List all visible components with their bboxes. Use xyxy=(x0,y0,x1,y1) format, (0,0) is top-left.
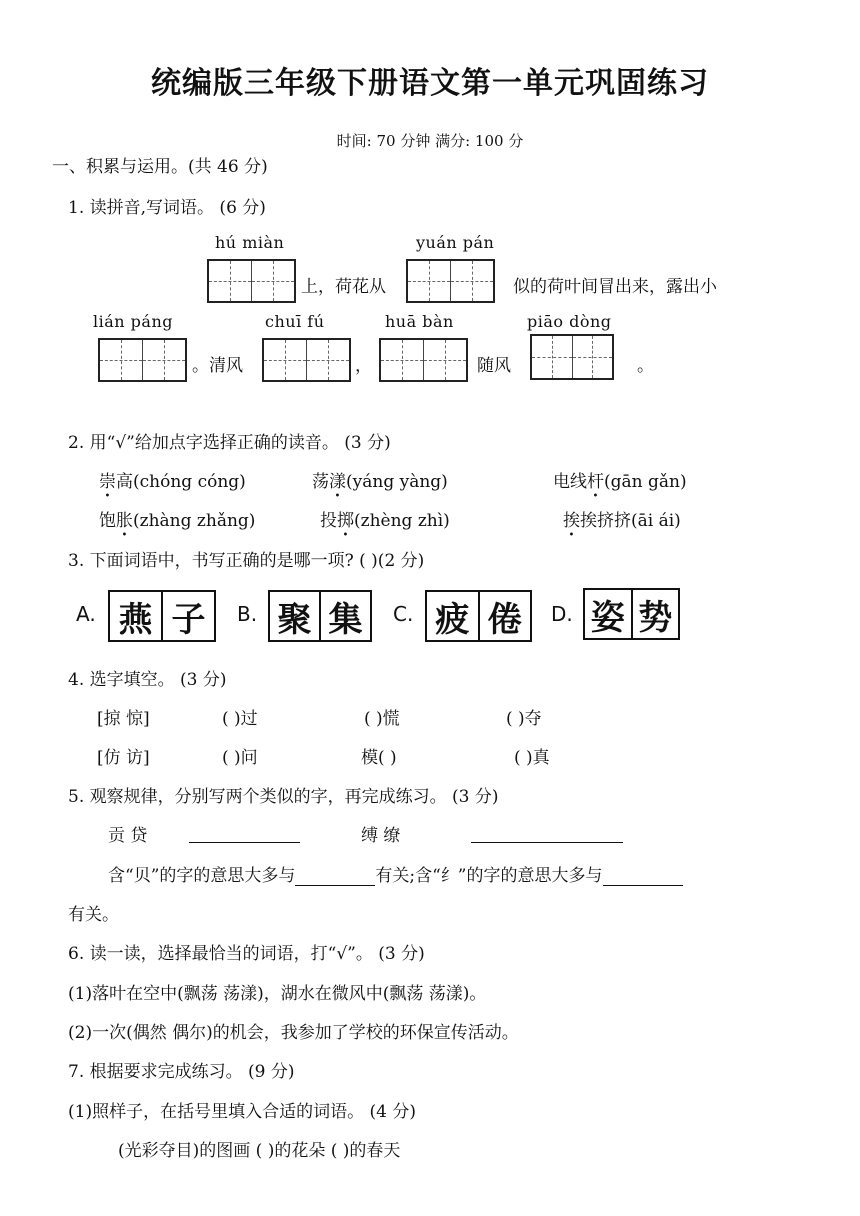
reading-item[interactable]: 电线杆(gān gǎn) xyxy=(553,472,687,492)
char-choice: [掠 惊] xyxy=(97,709,150,729)
answer-box-3[interactable] xyxy=(98,338,187,382)
reading-item[interactable]: 饱胀(zhàng zhǎng) xyxy=(99,511,256,531)
pinyin-2: yuán pán xyxy=(416,233,495,252)
pinyin-4: chuī fú xyxy=(265,312,325,331)
exam-info: 时间: 70 分钟 满分: 100 分 xyxy=(336,132,524,150)
answer-box-1[interactable] xyxy=(207,259,296,303)
question-5-text: 含“贝”的字的意思大多与 有关;含“纟”的字的意思大多与 xyxy=(108,861,683,886)
passage-text: 。清风 xyxy=(192,356,243,376)
pinyin-6: piāo dòng xyxy=(527,312,612,331)
option-d[interactable]: 姿 势 xyxy=(583,588,680,640)
option-c[interactable]: 疲 倦 xyxy=(425,590,532,642)
option-a-label: A. xyxy=(76,602,96,626)
answer-line[interactable] xyxy=(189,824,300,843)
option-b[interactable]: 聚 集 xyxy=(268,590,372,642)
reading-item[interactable]: 投掷(zhèng zhì) xyxy=(320,511,450,531)
pinyin-5: huā bàn xyxy=(385,312,454,331)
passage-text: 上，荷花从 xyxy=(301,277,386,297)
question-6-sentence[interactable]: (1)落叶在空中(飘荡 荡漾)，湖水在微风中(飘荡 荡漾)。 xyxy=(68,984,487,1004)
char-group: 缚 缭 xyxy=(361,826,401,846)
question-7-heading: 7. 根据要求完成练习。 (9 分) xyxy=(68,1062,295,1082)
question-6-heading: 6. 读一读，选择最恰当的词语，打“√”。 (3 分) xyxy=(68,944,425,964)
question-3-heading: 3. 下面词语中，书写正确的是哪一项? ( )(2 分) xyxy=(68,551,425,571)
char-group: 贡 贷 xyxy=(108,826,148,846)
fill-blank[interactable]: ( )夺 xyxy=(506,709,542,729)
question-6-sentence[interactable]: (2)一次(偶然 偶尔)的机会，我参加了学校的环保宣传活动。 xyxy=(68,1023,519,1043)
char-choice: [仿 访] xyxy=(97,748,150,768)
reading-item[interactable]: 崇高(chóng cóng) xyxy=(99,472,246,492)
answer-line[interactable] xyxy=(295,867,375,886)
option-c-label: C. xyxy=(393,602,414,626)
reading-item[interactable]: 挨挨挤挤(āi ái) xyxy=(563,511,681,531)
fill-blank[interactable]: ( )真 xyxy=(514,748,550,768)
section-heading: 一、积累与运用。(共 46 分) xyxy=(52,157,268,177)
question-2-heading: 2. 用“√”给加点字选择正确的读音。 (3 分) xyxy=(68,433,391,453)
fill-blank[interactable]: 模( ) xyxy=(361,748,397,768)
pinyin-1: hú miàn xyxy=(215,233,285,252)
passage-text: ， xyxy=(355,356,372,376)
fill-blank[interactable]: ( )慌 xyxy=(364,709,400,729)
question-5-text: 有关。 xyxy=(68,905,119,925)
answer-box-2[interactable] xyxy=(406,259,495,303)
option-d-label: D. xyxy=(551,602,573,626)
answer-line[interactable] xyxy=(471,824,623,843)
question-7-fill[interactable]: (光彩夺目)的图画 ( )的花朵 ( )的春天 xyxy=(118,1141,401,1161)
question-1-heading: 1. 读拼音,写词语。 (6 分) xyxy=(68,198,266,218)
passage-text: 似的荷叶间冒出来，露出小 xyxy=(513,277,717,297)
answer-line[interactable] xyxy=(603,867,683,886)
question-7-subheading: (1)照样子，在括号里填入合适的词语。 (4 分) xyxy=(68,1102,416,1122)
pinyin-3: lián páng xyxy=(93,312,173,331)
page-title: 统编版三年级下册语文第一单元巩固练习 xyxy=(151,66,709,101)
fill-blank[interactable]: ( )过 xyxy=(222,709,258,729)
option-a[interactable]: 燕 子 xyxy=(108,590,216,642)
fill-blank[interactable]: ( )问 xyxy=(222,748,258,768)
answer-box-5[interactable] xyxy=(379,338,468,382)
answer-box-6[interactable] xyxy=(530,334,614,380)
question-4-heading: 4. 选字填空。 (3 分) xyxy=(68,670,227,690)
question-5-heading: 5. 观察规律，分别写两个类似的字，再完成练习。 (3 分) xyxy=(68,787,499,807)
reading-item[interactable]: 荡漾(yáng yàng) xyxy=(312,472,448,492)
passage-text: 随风 xyxy=(477,356,511,376)
answer-box-4[interactable] xyxy=(262,338,351,382)
passage-text: 。 xyxy=(637,356,654,376)
option-b-label: B. xyxy=(237,602,258,626)
